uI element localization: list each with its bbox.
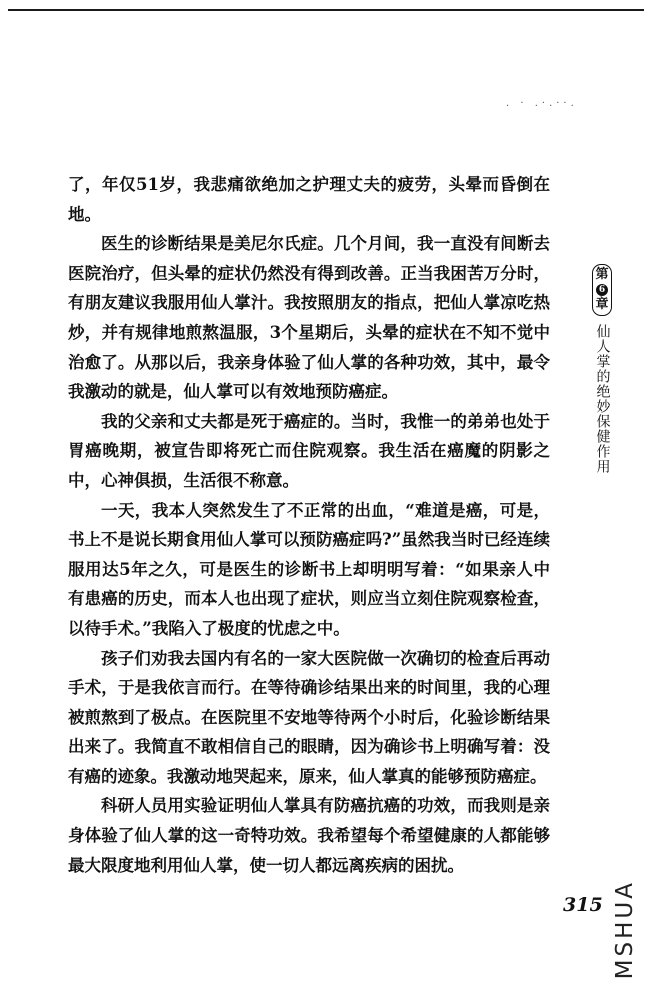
chapter-suffix: 章 <box>595 297 609 312</box>
paragraph-5: 孩子们劝我去国内有名的一家大医院做一次确切的检查后再动手术，于是我依言而行。在等待确诊结果出来的时间里，我的心理被煎熬到了极点。在医院里不安地等待两个小时后，化验诊断结果出来了。我简直不敢相信自己的眼睛，因为确诊书上明确写着：没有癌的迹象。我激动地哭起来，原来，仙人掌真的能够预防癌症。 <box>68 648 550 786</box>
chapter-number: 6 <box>596 284 608 296</box>
watermark: MSHUA <box>612 880 638 980</box>
paragraph-1: 了，年仅51岁，我悲痛欲绝加之护理丈夫的疲劳，头晕而昏倒在地。 <box>68 175 550 224</box>
chapter-tab <box>591 264 613 474</box>
paragraph-3: 我的父亲和丈夫都是死于癌症的。当时，我惟一的弟弟也处于胃癌晚期，被宣告即将死亡而住院观察。我生活在癌魔的阴影之中，心神俱损，生活很不称意。 <box>68 411 550 490</box>
chapter-title: 仙人掌的绝妙保健作用 <box>594 324 611 474</box>
scan-specks: . · .·.··. <box>506 98 578 109</box>
paragraph-2: 医生的诊断结果是美尼尔氏症。几个月间，我一直没有间断去医院治疗，但头晕的症状仍然没有得到改善。正当我困苦万分时，有朋友建议我服用仙人掌汁。我按照朋友的指点，把仙人掌凉吃热炒，并有规律地煎熬温服，3个星期后，头晕的症状在不知不觉中治愈了。从那以后，我亲身体验了仙人掌的各种功效，其中，最令我激动的就是，仙人掌可以有效地预防癌症。 <box>68 234 550 402</box>
page-number: 315 <box>563 894 603 916</box>
top-rule <box>8 9 644 11</box>
body-text <box>68 170 550 880</box>
paragraph-6: 科研人员用实验证明仙人掌具有防癌抗癌的功效，而我则是亲身体验了仙人掌的这一奇特功效。我希望每个希望健康的人都能够最大限度地利用仙人掌，使一切人都远离疾病的困扰。 <box>68 796 550 875</box>
paragraph-4: 一天，我本人突然发生了不正常的出血，“难道是癌，可是，书上不是说长期食用仙人掌可以预防癌症吗?”虽然我当时已经连续服用达5年之久，可是医生的诊断书上却明明写着：“如果亲人中有患癌的历史，而本人也出现了症状，则应当立刻住院观察检查，以待手术。”我陷入了极度的忧虑之中。 <box>68 500 550 638</box>
chapter-badge <box>592 264 612 316</box>
chapter-prefix: 第 <box>595 267 609 282</box>
